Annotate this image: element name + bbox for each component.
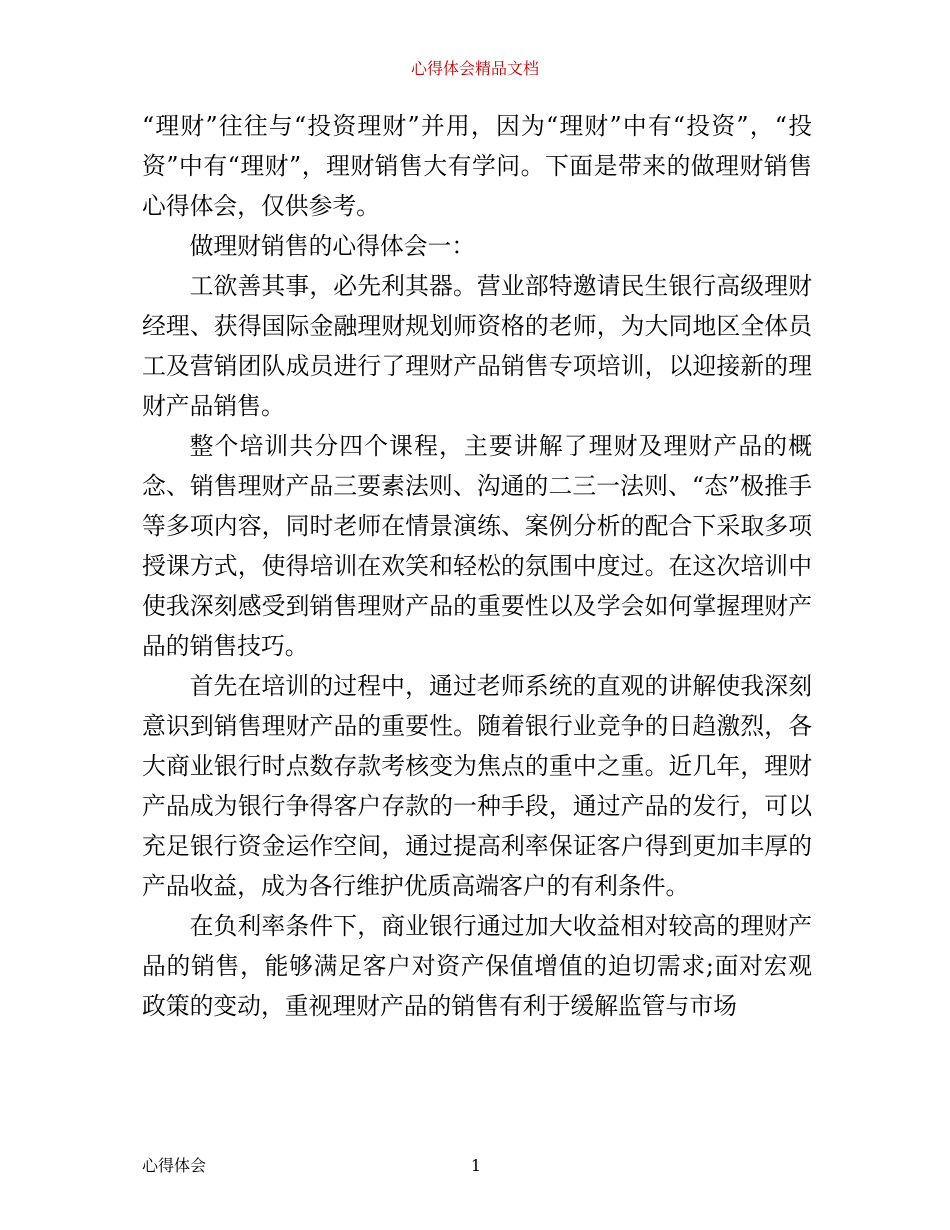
page-header-title: 心得体会精品文档 bbox=[410, 59, 539, 78]
paragraph: 工欲善其事，必先利其器。营业部特邀请民生银行高级理财经理、获得国际金融理财规划师资格的老师，为大同地区全体员工及营销团队成员进行了理财产品销售专项培训，以迎接新的理财产品销售。 bbox=[142, 272, 812, 420]
document-body bbox=[142, 106, 812, 1026]
paragraph: 在负利率条件下，商业银行通过加大收益相对较高的理财产品的销售，能够满足客户对资产保值增值的迫切需求;面对宏观政策的变动，重视理财产品的销售有利于缓解监管与市场 bbox=[142, 912, 812, 1020]
paragraph: 首先在培训的过程中，通过老师系统的直观的讲解使我深刻意识到销售理财产品的重要性。随着银行业竞争的日趋激烈，各大商业银行时点数存款考核变为焦点的重中之重。近几年，理财产品成为银行争得客户存款的一种手段，通过产品的发行，可以充足银行资金运作空间，通过提高利率保证客户得到更加丰厚的产品收益，成为各行维护优质高端客户的有利条件。 bbox=[142, 672, 812, 900]
page-footer-label: 心得体会 bbox=[142, 1156, 207, 1175]
section-heading: 做理财销售的心得体会一： bbox=[189, 232, 476, 260]
paragraph: 整个培训共分四个课程，主要讲解了理财及理财产品的概念、销售理财产品三要素法则、沟通的二三一法则、“态”极推手等多项内容，同时老师在情景演练、案例分析的配合下采取多项授课方式，使得培训在欢笑和轻松的氛围中度过。在这次培训中使我深刻感受到销售理财产品的重要性以及学会如何掌握理财产品的销售技巧。 bbox=[142, 432, 812, 660]
page-number: 1 bbox=[470, 1156, 482, 1175]
paragraph-intro: “理财”往往与“投资理财”并用，因为“理财”中有“投资”，“投资”中有“理财”，理财销售大有学问。下面是带来的做理财销售心得体会，仅供参考。 bbox=[142, 112, 812, 220]
